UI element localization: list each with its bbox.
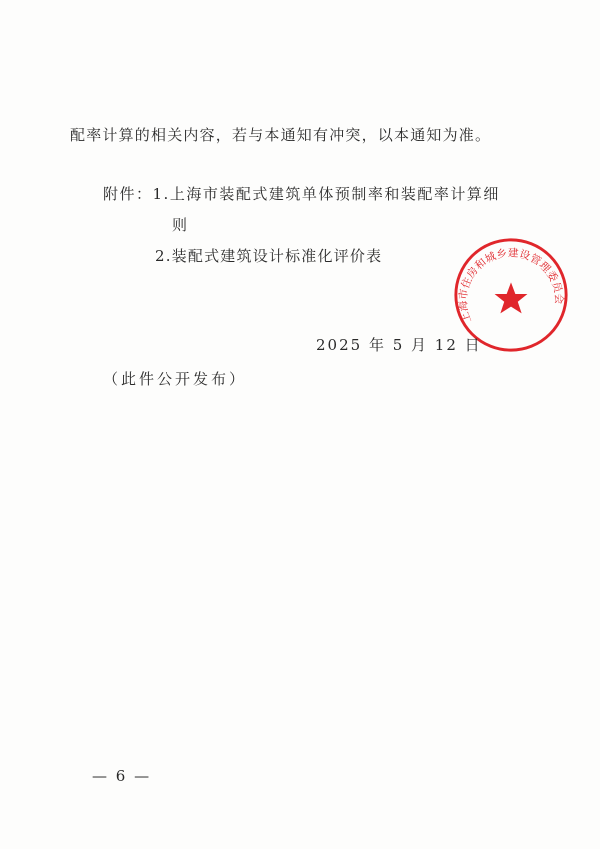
page-number: — 6 —	[92, 767, 152, 785]
star-icon	[495, 282, 528, 313]
attachment-2: 2.装配式建筑设计标准化评价表	[155, 247, 383, 265]
attachment-1-text: 1.上海市装配式建筑单体预制率和装配率计算细	[152, 185, 500, 203]
attachments-label: 附件：	[103, 185, 153, 203]
attachment-1-continued: 则	[172, 216, 188, 234]
seal-text: 上海市住房和城乡建设管理委员会	[456, 246, 566, 325]
attachment-1	[103, 184, 500, 204]
document-date: 2025 年 5 月 12 日	[316, 336, 482, 354]
publication-note: （此件公开发布）	[103, 370, 248, 388]
body-text-line: 配率计算的相关内容，若与本通知有冲突，以本通知为准。	[70, 126, 492, 144]
